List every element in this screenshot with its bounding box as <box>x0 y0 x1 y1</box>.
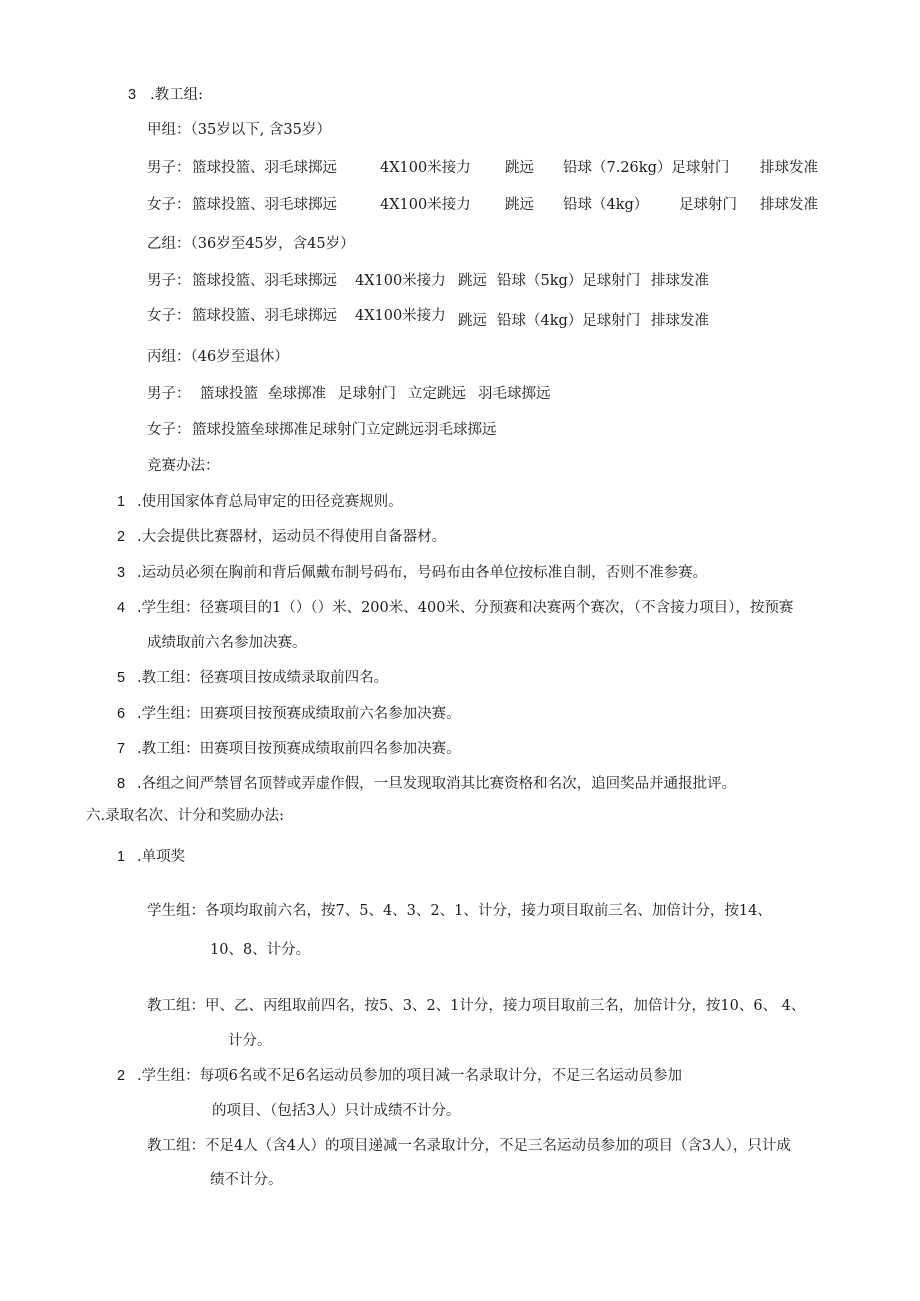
rule-number: 4 <box>117 600 126 616</box>
event-item: 篮球投篮 <box>200 386 258 402</box>
male-label: 男子： <box>147 273 191 289</box>
event-item: 垒球掷准 <box>268 386 326 402</box>
event-item: 羽毛球掷远 <box>478 386 551 402</box>
event-item: 足球射门 <box>679 197 737 213</box>
event-item: 铅球（4kg）足球射门 <box>497 313 641 329</box>
rule-number: 3 <box>117 565 126 581</box>
female-label: 女子： <box>147 308 191 324</box>
staff-scoring-line: 教工组：甲、乙、丙组取前四名，按5、3、2、1计分，接力项目取前三名，加倍计分，按10、6、 4、 <box>147 998 806 1014</box>
event-item: 排球发准 <box>651 313 709 329</box>
event-item: 排球发准 <box>760 197 818 213</box>
event-item: 足球射门 <box>338 386 396 402</box>
rule-number: 5 <box>117 670 126 686</box>
event-item: 铅球（7.26kg）足球射门 <box>563 160 730 176</box>
female-label: 女子： <box>147 197 191 213</box>
item-number: 2 <box>117 1068 126 1084</box>
staff-scoring-line: 计分。 <box>228 1033 272 1049</box>
event-item: 篮球投篮、羽毛球掷远 <box>192 308 337 324</box>
rule-text: .学生组：径赛项目的1（）（）米、200米、400米、分预赛和决赛两个赛次，（不含接力项目），按预赛 <box>137 600 794 616</box>
student-scoring-line: 10、8、计分。 <box>210 942 311 958</box>
group-b-header: 乙组：（36岁至45岁，含45岁） <box>147 236 355 252</box>
staff-rule-line: 绩不计分。 <box>210 1172 283 1188</box>
event-item: 跳远 <box>458 313 487 329</box>
rule-number: 7 <box>117 741 126 757</box>
student-scoring-line: 学生组：各项均取前六名，按7、5、4、3、2、1、计分，接力项目取前三名、加倍计分，按14、 <box>147 903 772 919</box>
group-a-header: 甲组：（35岁以下, 含35岁） <box>147 122 331 138</box>
event-item: 跳远 <box>458 273 487 289</box>
section-6-title: 六.录取名次、计分和奖励办法: <box>86 808 284 824</box>
item-number: 1 <box>117 849 126 865</box>
rule-number: 8 <box>117 776 126 792</box>
rule-number: 6 <box>117 706 126 722</box>
rule-text: .使用国家体育总局审定的田径竞赛规则。 <box>137 494 403 510</box>
event-item: 排球发准 <box>651 273 709 289</box>
event-item: 立定跳远 <box>408 386 466 402</box>
staff-rule-line: 教工组：不足4人（含4人）的项目递减一名录取计分，不足三名运动员参加的项目（含3人），只计成 <box>147 1138 791 1154</box>
event-list: 篮球投篮垒球掷准足球射门立定跳远羽毛球掷远 <box>192 422 497 438</box>
female-label: 女子： <box>147 422 191 438</box>
male-label: 男子： <box>147 160 191 176</box>
rule-text: .教工组：田赛项目按预赛成绩取前四名参加决赛。 <box>137 741 461 757</box>
event-item: 4X100米接力 <box>380 160 471 176</box>
rule-number: 1 <box>117 494 126 510</box>
rule-text: .运动员必须在胸前和背后佩戴布制号码布，号码布由各单位按标准自制，否则不准参赛。 <box>137 565 708 581</box>
rule-number: 2 <box>117 529 126 545</box>
group-c-header: 丙组：（46岁至退休） <box>147 349 289 365</box>
rule-text-continuation: 成绩取前六名参加决赛。 <box>147 635 307 651</box>
rule-text: .各组之间严禁冒名顶替或弄虚作假，一旦发现取消其比赛资格和名次，追回奖品并通报批评。 <box>137 776 737 792</box>
event-item: 篮球投篮、羽毛球掷远 <box>192 197 337 213</box>
event-item: 铅球（5kg）足球射门 <box>497 273 641 289</box>
event-item: 4X100米接力 <box>355 273 446 289</box>
event-item: 篮球投篮、羽毛球掷远 <box>192 160 337 176</box>
rule-text: .学生组：田赛项目按预赛成绩取前六名参加决赛。 <box>137 706 461 722</box>
student-rule-line: .学生组：每项6名或不足6名运动员参加的项目减一名录取计分，不足三名运动员参加 <box>137 1068 683 1084</box>
item-title: .单项奖 <box>137 849 186 865</box>
event-item: 4X100米接力 <box>380 197 471 213</box>
rule-text: .大会提供比赛器材，运动员不得使用自备器材。 <box>137 529 447 545</box>
event-item: 4X100米接力 <box>355 308 446 324</box>
event-item: 跳远 <box>505 160 534 176</box>
event-item: 篮球投篮、羽毛球掷远 <box>192 273 337 289</box>
event-item: 铅球（4kg） <box>563 197 649 213</box>
event-item: 跳远 <box>505 197 534 213</box>
rule-text: .教工组：径赛项目按成绩录取前四名。 <box>137 670 389 686</box>
section-number: 3 <box>128 87 137 103</box>
student-rule-line: 的项目、（包括3人）只计成绩不计分。 <box>212 1103 461 1119</box>
event-item: 排球发准 <box>760 160 818 176</box>
section-title: .教工组: <box>150 87 203 103</box>
male-label: 男子： <box>147 386 191 402</box>
competition-title: 竞赛办法： <box>147 458 220 474</box>
